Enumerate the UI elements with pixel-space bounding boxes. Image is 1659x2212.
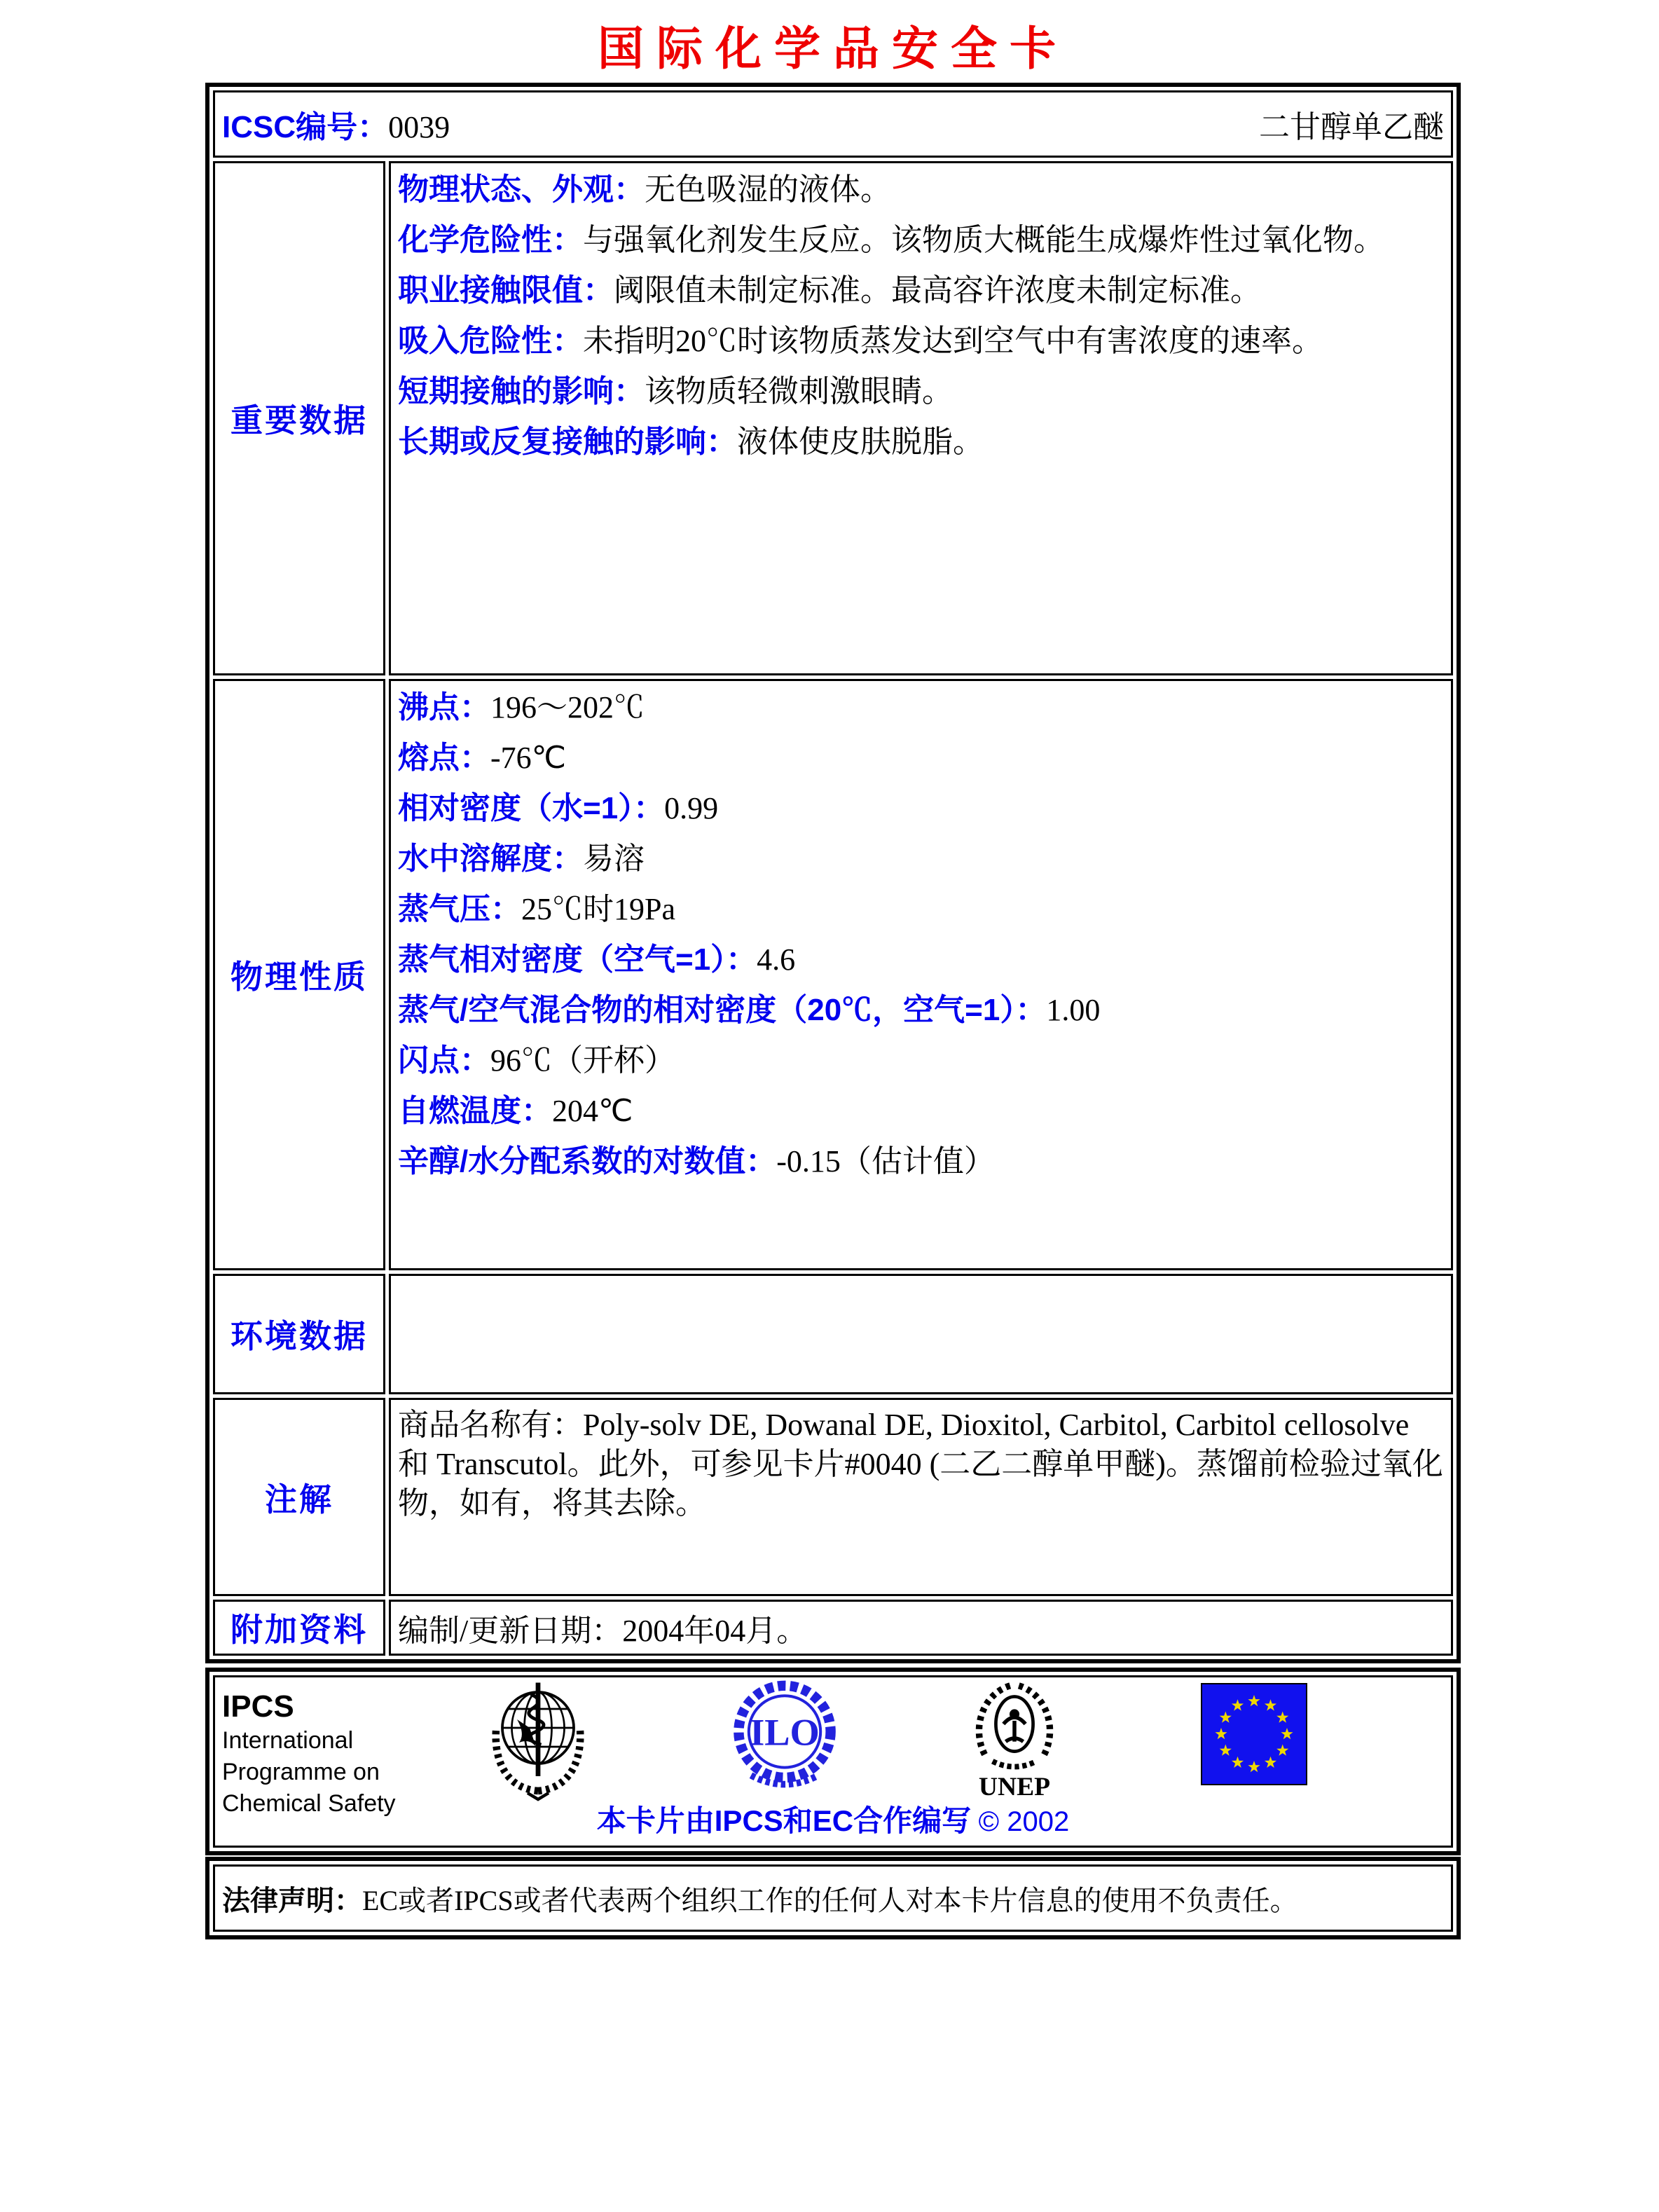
table-row-notes bbox=[213, 1398, 1453, 1596]
copyright-text: © 2002 bbox=[978, 1806, 1070, 1837]
section-label-environmental-data: 环境数据 bbox=[213, 1274, 385, 1394]
property-line: 职业接触限值：阈限值未制定标准。最高容许浓度未制定标准。 bbox=[398, 273, 1261, 308]
page-title: 国际化学品安全卡 bbox=[598, 21, 1068, 76]
ipcs-line: International bbox=[222, 1727, 354, 1754]
section-label-notes: 注解 bbox=[213, 1398, 385, 1596]
icsc-number-value: 0039 bbox=[388, 110, 450, 144]
svg-text:ILO: ILO bbox=[750, 1711, 820, 1754]
section-content-important-data bbox=[389, 161, 1453, 675]
property-line: 物理状态、外观：无色吸湿的液体。 bbox=[398, 172, 891, 207]
property-line: 沸点：196～202℃ bbox=[398, 690, 645, 724]
section-content-notes bbox=[389, 1398, 1453, 1596]
unep-logo-icon bbox=[958, 1680, 1071, 1801]
table-row-additional-info bbox=[213, 1600, 1453, 1656]
property-line: 蒸气相对密度（空气=1）：4.6 bbox=[398, 942, 796, 977]
header-cell bbox=[213, 90, 1453, 158]
icsc-number-label: ICSC编号： bbox=[222, 110, 389, 144]
property-line: 吸入危险性：未指明20℃时该物质蒸发达到空气中有害浓度的速率。 bbox=[398, 324, 1323, 358]
property-line: 自燃温度：204℃ bbox=[398, 1094, 633, 1128]
property-line: 熔点：-76℃ bbox=[398, 741, 567, 775]
ipcs-line: Chemical Safety bbox=[222, 1790, 396, 1817]
property-line: 蒸气压：25℃时19Pa bbox=[398, 892, 675, 926]
who-logo-icon bbox=[486, 1677, 591, 1804]
property-line: 短期接触的影响：该物质轻微刺激眼睛。 bbox=[398, 374, 953, 408]
section-content-physical-properties bbox=[389, 679, 1453, 1270]
table-row-header bbox=[213, 90, 1453, 158]
section-label-additional-info: 附加资料 bbox=[213, 1600, 385, 1656]
legal-text: EC或者IPCS或者代表两个组织工作的任何人对本卡片信息的使用不负责任。 bbox=[362, 1884, 1298, 1916]
property-line: 化学危险性：与强氧化剂发生反应。该物质大概能生成爆炸性过氧化物。 bbox=[398, 223, 1384, 257]
ilo-logo-icon bbox=[729, 1679, 841, 1798]
ipcs-line: Programme on bbox=[222, 1759, 380, 1785]
notes-text: 商品名称有：Poly-solv DE, Dowanal DE, Dioxitol, Carbitol, Carbitol cellosolve 和 Transcutol。此外，可参见卡片#0040 (二乙二醇单甲醚)。蒸馏前检验过氧化物，如有，将其去除。 bbox=[398, 1408, 1443, 1520]
svg-text:UNEP: UNEP bbox=[978, 1773, 1051, 1801]
property-line: 辛醇/水分配系数的对数值：-0.15（估计值） bbox=[398, 1144, 995, 1179]
property-line: 长期或反复接触的影响：液体使皮肤脱脂。 bbox=[398, 425, 984, 459]
section-label-important-data: 重要数据 bbox=[213, 161, 385, 675]
table-row-important-data bbox=[213, 161, 1453, 675]
ipcs-acronym: IPCS bbox=[222, 1689, 294, 1724]
property-line: 相对密度（水=1）：0.99 bbox=[398, 791, 719, 825]
icsc-table bbox=[205, 83, 1461, 1663]
footer-caption bbox=[215, 1798, 1451, 1840]
property-line: 水中溶解度：易溶 bbox=[398, 841, 645, 876]
section-content-additional-info: 编制/更新日期：2004年04月。 bbox=[389, 1600, 1453, 1656]
footer-cell bbox=[213, 1675, 1453, 1848]
section-content-environmental-data bbox=[389, 1274, 1453, 1394]
table-row-environmental-data bbox=[213, 1274, 1453, 1394]
eu-flag-icon bbox=[1201, 1683, 1307, 1785]
legal-cell bbox=[213, 1864, 1453, 1932]
property-line: 蒸气/空气混合物的相对密度（20℃，空气=1）：1.00 bbox=[398, 993, 1101, 1027]
caption-text: 本卡片由IPCS和EC合作编写 bbox=[596, 1804, 972, 1837]
table-row-physical-properties bbox=[213, 679, 1453, 1270]
section-label-physical-properties: 物理性质 bbox=[213, 679, 385, 1270]
chemical-name: 二甘醇单乙醚 bbox=[1259, 110, 1444, 144]
icsc-number bbox=[222, 102, 450, 146]
property-line: 闪点：96℃（开杯） bbox=[398, 1043, 675, 1078]
legal-box bbox=[205, 1857, 1461, 1939]
legal-label: 法律声明： bbox=[222, 1885, 362, 1916]
footer-logos-box bbox=[205, 1668, 1461, 1855]
